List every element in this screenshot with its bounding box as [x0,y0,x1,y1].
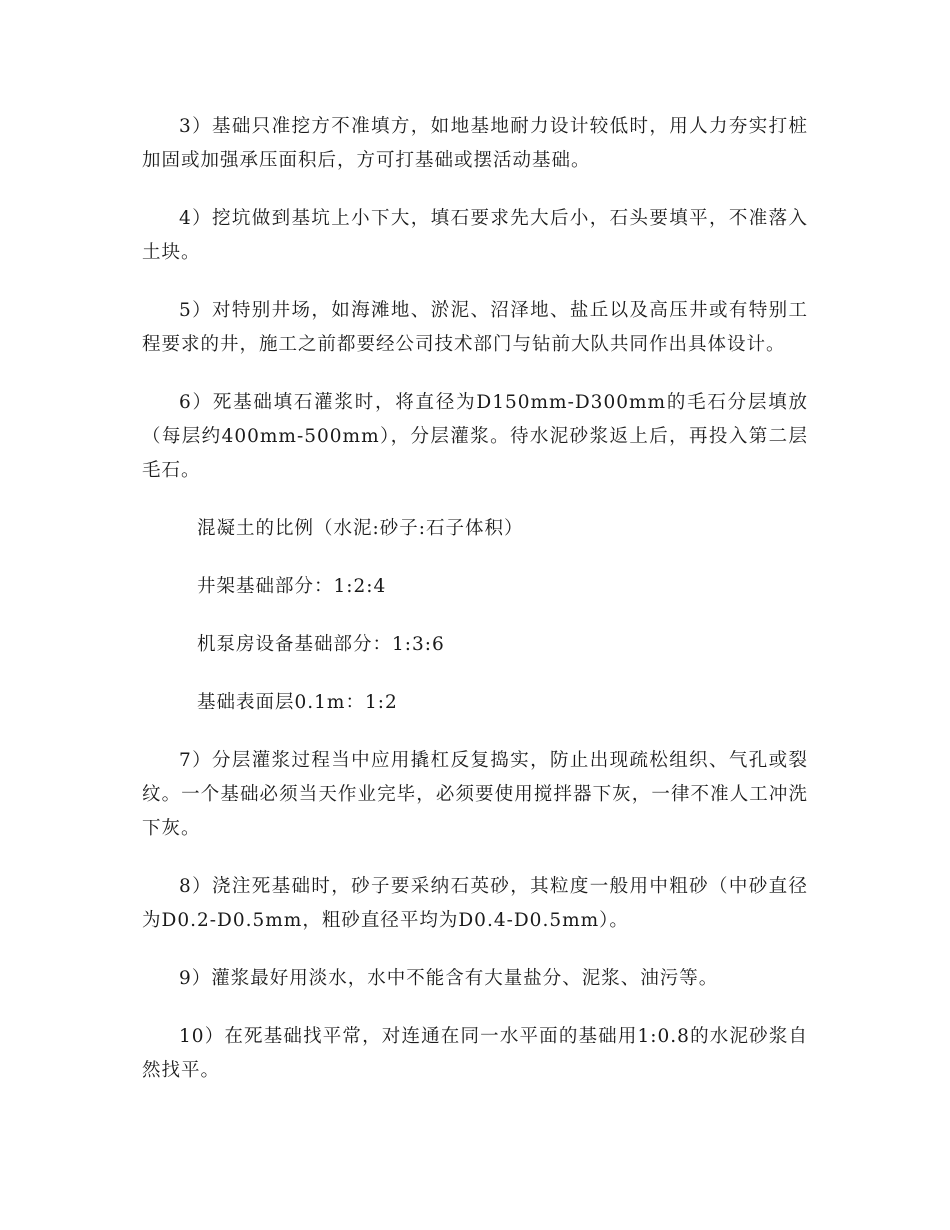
document-body [142,110,808,1112]
paragraph-3: 3）基础只准挖方不准填方，如地基地耐力设计较低时，用人力夯实打桩加固或加强承压面积后，方可打基础或摆活动基础。 [142,116,808,171]
paragraph-7: 7）分层灌浆过程当中应用撬杠反复捣实，防止出现疏松组织、气孔或裂纹。一个基础必须当天作业完毕，必须要使用搅拌器下灰，一律不准人工冲洗下灰。 [142,750,808,839]
paragraph-9: 9）灌浆最好用淡水，水中不能含有大量盐分、泥浆、油污等。 [179,968,719,989]
mix-ratio-heading: 混凝土的比例（水泥:砂子:石子体积） [197,518,524,539]
paragraph-6: 6）死基础填石灌浆时，将直径为D150mm-D300mm的毛石分层填放（每层约400mm-500mm），分层灌浆。待水泥砂浆返上后，再投入第二层毛石。 [142,392,808,481]
paragraph-10: 10）在死基础找平常，对连通在同一水平面的基础用1:0.8的水泥砂浆自然找平。 [142,1026,808,1081]
paragraph-4: 4）挖坑做到基坑上小下大，填石要求先大后小，石头要填平，不准落入土块。 [142,208,808,263]
mix-ratio-derrick: 井架基础部分：1:2:4 [197,576,387,597]
mix-ratio-pump-room: 机泵房设备基础部分：1:3:6 [197,634,445,655]
mix-ratio-surface: 基础表面层0.1m：1:2 [197,692,398,713]
paragraph-5: 5）对特别井场，如海滩地、淤泥、沼泽地、盐丘以及高压井或有特别工程要求的井，施工之前都要经公司技术部门与钻前大队共同作出具体设计。 [142,300,808,355]
paragraph-8: 8）浇注死基础时，砂子要采纳石英砂，其粒度一般用中粗砂（中砂直径为D0.2-D0.5mm，粗砂直径平均为D0.4-D0.5mm）。 [142,876,808,931]
